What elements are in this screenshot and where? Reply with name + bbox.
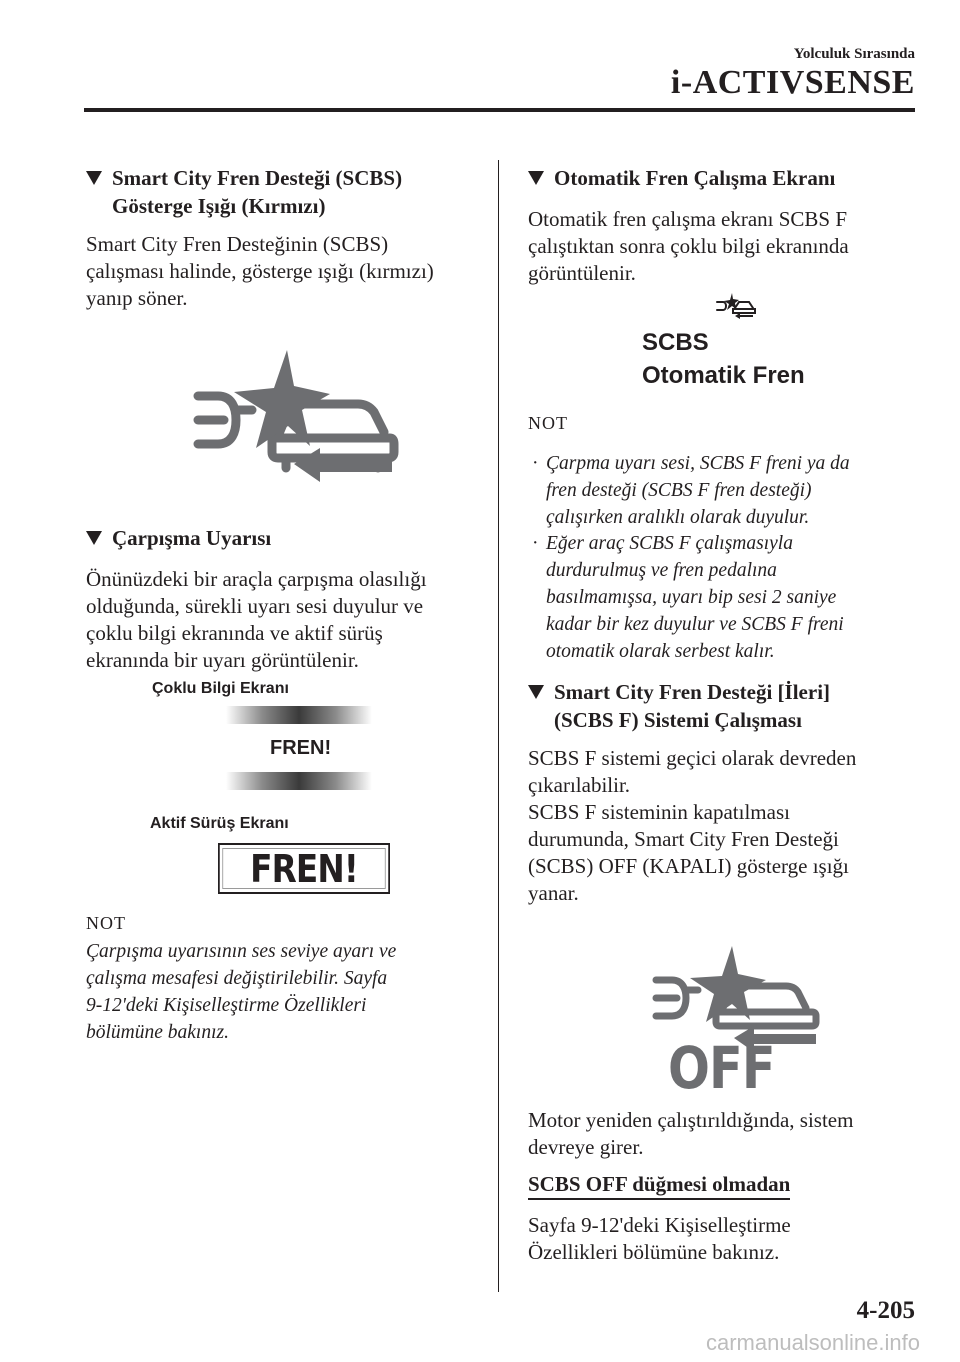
triangle-bullet-icon <box>86 531 102 545</box>
page-number: 4-205 <box>856 1297 915 1324</box>
section-header: Yolculuk Sırasında <box>793 46 915 62</box>
scbs-f-system-text: SCBS F sistemi geçici olarak devreden çıkarılabilir. SCBS F sisteminin kapatılması durumunda, Smart City Fren Desteği (SCBS) OFF (KAPALI) gösterge ışığı yanar. <box>528 746 857 905</box>
scbs-warning-icon <box>190 348 405 493</box>
triangle-bullet-icon <box>86 171 102 185</box>
display-gradient-top <box>226 706 372 724</box>
note-bullet-2: · Eğer araç SCBS F çalışmasıyla durdurulmuş ve fren pedalına basılmamışsa, uyarı bip sesi 2 saniye kadar bir kez duyulur ve SCBS F freni otomatik olarak serbest kalır. <box>532 533 844 662</box>
chapter-title: i-ACTIVSENSE <box>670 64 915 101</box>
note-text-left: Çarpışma uyarısının ses seviye ayarı ve çalışma mesafesi değiştirilebilir. Sayfa 9-12'deki Kişiselleştirme Özellikleri bölümüne bakınız. <box>86 941 397 1043</box>
note-bullet-1: · Çarpma uyarı sesi, SCBS F freni ya da fren desteği (SCBS F fren desteği) çalışırken aralıklı olarak duyulur. <box>532 453 850 528</box>
column-divider <box>498 160 499 1292</box>
collision-warning-text: Önünüzdeki bir araçla çarpışma olasılığı olduğunda, sürekli uyarı sesi duyulur ve çoklu bilgi ekranında ve aktif sürüş ekranında bir uyarı görüntülenir. <box>86 567 427 672</box>
display-scbs-text: SCBS <box>642 329 709 356</box>
active-display-fren-box: FREN! <box>218 843 390 894</box>
scbs-small-icon <box>715 292 757 320</box>
triangle-bullet-icon <box>528 685 544 699</box>
heading-auto-brake-display: Otomatik Fren Çalışma Ekranı <box>528 164 918 192</box>
multi-display-fren-text: FREN! <box>270 737 332 759</box>
display-gradient-bottom <box>226 772 372 790</box>
note-heading-left: NOT <box>86 913 126 933</box>
scbs-indicator-text: Smart City Fren Desteğinin (SCBS) çalışması halinde, gösterge ışığı (kırmızı) yanıp söner. <box>86 232 434 310</box>
off-label: OFF <box>668 1034 775 1102</box>
note-heading-right: NOT <box>528 413 568 433</box>
auto-brake-display-text: Otomatik fren çalışma ekranı SCBS F çalıştıktan sonra çoklu bilgi ekranında görüntülenir. <box>528 207 849 285</box>
display-auto-brake-text: Otomatik Fren <box>642 362 805 389</box>
multi-info-display-label: Çoklu Bilgi Ekranı <box>152 680 289 697</box>
heading-scbs-f-system: Smart City Fren Desteği [İleri] (SCBS F) Sistemi Çalışması <box>528 678 918 734</box>
triangle-bullet-icon <box>528 171 544 185</box>
active-driving-display-label: Aktif Sürüş Ekranı <box>150 815 289 832</box>
heading-scbs-indicator: Smart City Fren Desteği (SCBS) Gösterge Işığı (Kırmızı) <box>86 164 486 220</box>
no-off-switch-text: Sayfa 9-12'deki Kişiselleştirme Özellikleri bölümüne bakınız. <box>528 1213 791 1264</box>
restart-text: Motor yeniden çalıştırıldığında, sistem devreye girer. <box>528 1108 854 1159</box>
heading-collision-warning: Çarpışma Uyarısı <box>86 524 486 552</box>
header-rule <box>84 108 915 112</box>
watermark: carmanualsonline.info <box>705 1330 920 1355</box>
subheading-no-off-switch: SCBS OFF düğmesi olmadan <box>528 1172 790 1197</box>
